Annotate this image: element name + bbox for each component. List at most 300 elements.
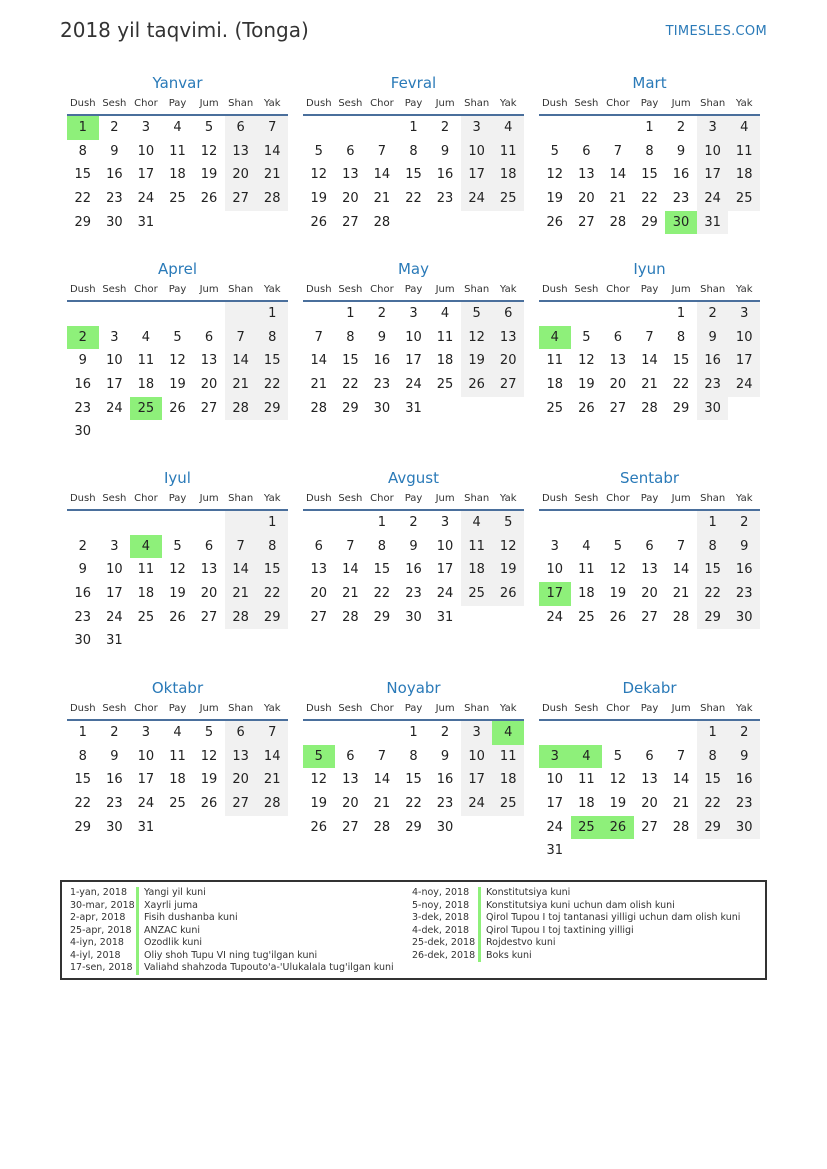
day-cell: 31 — [137, 214, 155, 230]
legend-date: 17-sen, 2018 — [70, 962, 133, 973]
day-cell: 22 — [74, 796, 92, 812]
day-cell: 8 — [78, 748, 87, 764]
day-cell: 8 — [256, 326, 288, 350]
empty-cell — [539, 302, 571, 326]
page-title: 2018 yil taqvimi. (Tonga) — [60, 18, 309, 42]
day-cell: 27 — [578, 214, 595, 230]
empty-cell — [665, 511, 697, 535]
holiday-day-cell: 3 — [539, 745, 571, 769]
day-cell: 18 — [169, 167, 186, 183]
day-cell: 5 — [204, 120, 214, 135]
empty-cell — [602, 302, 634, 326]
day-cell: 6 — [492, 302, 524, 326]
day-cell: 21 — [373, 796, 391, 812]
day-cell: 26 — [461, 373, 493, 397]
day-cell: 12 — [310, 772, 328, 788]
day-cell: 31 — [106, 633, 123, 649]
day-cell: 12 — [609, 562, 627, 578]
weekday-label: Dush — [541, 703, 568, 714]
weekday-label: Jum — [671, 98, 691, 109]
day-cell: 27 — [342, 214, 359, 230]
day-cell: 26 — [200, 796, 218, 812]
day-cell: 9 — [728, 535, 760, 559]
holiday-day-cell: 4 — [130, 535, 162, 559]
weekday-label: Chor — [606, 703, 630, 714]
day-grid — [67, 511, 288, 653]
day-cell: 7 — [346, 538, 355, 554]
day-cell: 19 — [310, 796, 328, 812]
day-cell: 10 — [697, 140, 729, 164]
weekday-label: Shan — [700, 703, 726, 714]
day-cell: 29 — [697, 816, 729, 840]
day-cell: 28 — [310, 400, 328, 416]
empty-cell — [634, 721, 666, 745]
day-cell: 15 — [373, 562, 391, 578]
day-cell: 19 — [461, 349, 493, 373]
day-cell: 23 — [373, 377, 391, 393]
day-cell: 14 — [256, 140, 288, 164]
day-cell: 21 — [641, 377, 658, 393]
day-cell: 31 — [137, 819, 155, 835]
day-cell: 10 — [728, 326, 760, 350]
legend-date: 5-noy, 2018 — [412, 899, 470, 911]
weekday-label: Sesh — [574, 703, 599, 714]
day-cell: 23 — [74, 609, 92, 625]
day-cell: 27 — [310, 609, 328, 625]
day-cell: 18 — [578, 796, 595, 812]
day-cell: 17 — [405, 353, 422, 369]
weekday-label: Yak — [735, 284, 753, 295]
day-cell: 20 — [342, 796, 359, 812]
day-cell: 3 — [440, 515, 450, 530]
day-cell: 15 — [405, 167, 422, 183]
day-cell: 21 — [609, 191, 627, 207]
day-cell: 4 — [440, 306, 450, 321]
day-cell: 17 — [697, 163, 729, 187]
day-cell: 18 — [578, 586, 595, 602]
day-cell: 25 — [436, 377, 454, 393]
weekday-label: Chor — [370, 703, 394, 714]
weekday-label: Dush — [541, 98, 568, 109]
day-cell: 29 — [672, 400, 690, 416]
day-cell: 22 — [697, 582, 729, 606]
day-cell: 7 — [314, 329, 323, 345]
empty-cell — [99, 511, 131, 535]
legend-date: 25-apr, 2018 — [70, 924, 132, 936]
day-cell: 19 — [492, 558, 524, 582]
legend-holiday-name: Fisih dushanba kuni — [144, 912, 238, 923]
day-cell: 8 — [645, 143, 654, 159]
day-cell: 18 — [137, 586, 155, 602]
day-cell: 11 — [169, 748, 186, 764]
weekday-label: Chor — [134, 98, 158, 109]
day-cell: 6 — [645, 748, 654, 764]
day-cell: 30 — [74, 633, 92, 649]
day-cell: 7 — [377, 143, 387, 159]
empty-cell — [335, 511, 367, 535]
day-grid — [303, 302, 524, 420]
weekday-label: Shan — [228, 98, 254, 109]
holiday-day-cell: 25 — [571, 816, 603, 840]
day-cell: 23 — [697, 373, 729, 397]
day-cell: 1 — [256, 302, 288, 326]
holiday-marker — [136, 950, 139, 963]
day-cell: 25 — [137, 609, 155, 625]
day-cell: 4 — [492, 116, 524, 140]
day-cell: 21 — [225, 373, 257, 397]
day-cell: 11 — [436, 329, 454, 345]
day-cell: 2 — [110, 120, 119, 135]
day-cell: 2 — [440, 725, 450, 740]
day-cell: 30 — [74, 424, 92, 440]
day-cell: 29 — [405, 819, 422, 835]
holiday-day-cell: 26 — [602, 816, 634, 840]
day-cell: 10 — [106, 562, 123, 578]
day-cell: 5 — [550, 143, 559, 159]
day-grid — [67, 116, 288, 234]
legend-holiday-name: ANZAC kuni — [144, 924, 200, 936]
day-cell: 16 — [373, 353, 391, 369]
day-cell: 18 — [492, 768, 524, 792]
day-cell: 23 — [436, 191, 454, 207]
holiday-marker — [136, 925, 139, 938]
day-cell: 20 — [609, 377, 627, 393]
month-iyul — [67, 468, 288, 653]
day-cell: 8 — [409, 143, 418, 159]
weekday-label: Dush — [69, 284, 96, 295]
empty-cell — [571, 511, 603, 535]
day-cell: 16 — [106, 772, 123, 788]
weekday-header — [67, 96, 288, 116]
day-cell: 6 — [204, 329, 214, 345]
day-cell: 11 — [137, 353, 155, 369]
day-cell: 24 — [137, 191, 155, 207]
day-cell: 28 — [641, 400, 658, 416]
weekday-label: Sesh — [338, 703, 363, 714]
day-cell: 18 — [169, 772, 186, 788]
holiday-marker — [478, 950, 481, 963]
day-cell: 28 — [225, 397, 257, 421]
empty-cell — [193, 511, 225, 535]
legend-row — [70, 950, 394, 963]
day-grid — [67, 721, 288, 839]
day-cell: 6 — [346, 143, 355, 159]
day-cell: 16 — [74, 377, 92, 393]
day-cell: 13 — [342, 167, 359, 183]
day-cell: 8 — [697, 535, 729, 559]
day-cell: 18 — [461, 558, 493, 582]
legend-holiday-name: Yangi yil kuni — [144, 887, 206, 898]
day-cell: 6 — [225, 116, 257, 140]
weekday-label: Dush — [305, 98, 332, 109]
holiday-day-cell: 1 — [67, 116, 99, 140]
day-cell: 16 — [405, 562, 422, 578]
day-cell: 30 — [106, 214, 123, 230]
day-cell: 12 — [578, 353, 595, 369]
empty-cell — [225, 511, 257, 535]
holiday-marker — [136, 912, 139, 925]
day-cell: 24 — [106, 400, 123, 416]
day-cell: 26 — [310, 819, 328, 835]
day-cell: 23 — [728, 582, 760, 606]
holiday-marker — [136, 887, 139, 900]
day-cell: 9 — [409, 538, 418, 554]
day-cell: 5 — [613, 538, 623, 554]
legend-holiday-name: Rojdestvo kuni — [486, 937, 556, 948]
day-cell: 15 — [405, 772, 422, 788]
day-cell: 2 — [377, 306, 387, 321]
weekday-label: Dush — [69, 98, 96, 109]
day-cell: 6 — [613, 329, 623, 345]
day-cell: 25 — [492, 792, 524, 816]
month-may — [303, 259, 524, 420]
weekday-label: Chor — [134, 493, 158, 504]
empty-cell — [571, 721, 603, 745]
weekday-header — [303, 282, 524, 302]
legend-column-left — [70, 887, 394, 975]
day-cell: 1 — [377, 515, 387, 530]
weekday-label: Chor — [606, 98, 630, 109]
day-cell: 4 — [173, 725, 182, 740]
empty-cell — [225, 302, 257, 326]
legend-holiday-name: Konstitutsiya kuni uchun dam olish kuni — [486, 899, 675, 911]
month-name: May — [397, 260, 429, 278]
weekday-label: Jum — [671, 493, 691, 504]
month-name: Dekabr — [622, 679, 677, 697]
day-cell: 25 — [169, 796, 186, 812]
day-cell: 4 — [141, 329, 151, 345]
day-cell: 14 — [373, 167, 391, 183]
day-cell: 10 — [137, 143, 155, 159]
day-cell: 22 — [342, 377, 359, 393]
day-cell: 3 — [141, 725, 151, 740]
day-cell: 28 — [672, 609, 690, 625]
day-cell: 5 — [582, 329, 591, 345]
day-cell: 15 — [641, 167, 658, 183]
day-cell: 29 — [256, 606, 288, 630]
day-cell: 17 — [436, 562, 454, 578]
weekday-label: Sesh — [338, 493, 363, 504]
weekday-header — [539, 96, 760, 116]
day-cell: 11 — [578, 772, 595, 788]
day-cell: 1 — [697, 721, 729, 745]
weekday-label: Chor — [606, 493, 630, 504]
day-cell: 6 — [346, 748, 355, 764]
empty-cell — [99, 302, 131, 326]
weekday-header — [67, 282, 288, 302]
day-cell: 28 — [256, 187, 288, 211]
empty-cell — [303, 302, 335, 326]
legend-row — [412, 937, 740, 950]
day-cell: 27 — [641, 819, 658, 835]
empty-cell — [162, 511, 194, 535]
weekday-label: Shan — [700, 98, 726, 109]
day-cell: 31 — [546, 843, 564, 859]
weekday-label: Yak — [263, 284, 281, 295]
day-cell: 4 — [582, 538, 591, 554]
day-cell: 31 — [436, 609, 454, 625]
day-cell: 30 — [106, 819, 123, 835]
month-yanvar — [67, 73, 288, 234]
day-cell: 12 — [169, 353, 186, 369]
day-cell: 6 — [225, 721, 257, 745]
weekday-label: Sesh — [102, 98, 127, 109]
month-name: Iyul — [164, 469, 191, 487]
day-cell: 1 — [409, 120, 418, 135]
day-cell: 22 — [256, 373, 288, 397]
legend-row — [412, 950, 740, 963]
day-cell: 22 — [373, 586, 391, 602]
day-cell: 27 — [200, 400, 218, 416]
day-cell: 7 — [377, 748, 387, 764]
day-cell: 13 — [342, 772, 359, 788]
legend-row — [412, 900, 740, 913]
day-cell: 1 — [697, 511, 729, 535]
weekday-label: Dush — [69, 703, 96, 714]
day-cell: 29 — [74, 819, 92, 835]
day-cell: 11 — [137, 562, 155, 578]
weekday-label: Sesh — [574, 98, 599, 109]
day-cell: 28 — [342, 609, 359, 625]
weekday-header — [539, 701, 760, 721]
day-cell: 7 — [256, 116, 288, 140]
weekday-label: Chor — [370, 98, 394, 109]
day-cell: 27 — [200, 609, 218, 625]
day-cell: 25 — [578, 609, 595, 625]
weekday-header — [67, 491, 288, 511]
day-cell: 22 — [641, 191, 658, 207]
day-cell: 22 — [405, 796, 422, 812]
day-cell: 24 — [546, 609, 564, 625]
weekday-label: Shan — [464, 98, 490, 109]
day-cell: 15 — [74, 167, 92, 183]
empty-cell — [539, 721, 571, 745]
empty-cell — [602, 511, 634, 535]
legend-date: 1-yan, 2018 — [70, 887, 127, 898]
day-cell: 6 — [314, 538, 323, 554]
month-iyun — [539, 259, 760, 420]
day-cell: 7 — [225, 535, 257, 559]
day-cell: 15 — [256, 349, 288, 373]
day-cell: 3 — [141, 120, 151, 135]
day-cell: 14 — [641, 353, 658, 369]
legend-row — [412, 912, 740, 925]
day-cell: 13 — [578, 167, 595, 183]
month-dekabr — [539, 678, 760, 863]
day-cell: 1 — [409, 725, 418, 740]
day-cell: 27 — [225, 792, 257, 816]
day-cell: 15 — [342, 353, 359, 369]
day-cell: 14 — [373, 772, 391, 788]
day-cell: 3 — [461, 116, 493, 140]
empty-cell — [303, 116, 335, 140]
weekday-label: Pay — [404, 98, 423, 109]
empty-cell — [602, 116, 634, 140]
weekday-header — [303, 491, 524, 511]
month-name: Avgust — [388, 469, 439, 487]
day-cell: 23 — [728, 792, 760, 816]
day-cell: 9 — [697, 326, 729, 350]
weekday-label: Dush — [541, 493, 568, 504]
day-cell: 3 — [697, 116, 729, 140]
legend-row — [70, 912, 394, 925]
weekday-label: Dush — [305, 493, 332, 504]
day-cell: 20 — [310, 586, 328, 602]
empty-cell — [571, 116, 603, 140]
day-cell: 25 — [728, 187, 760, 211]
weekday-label: Pay — [404, 284, 423, 295]
day-cell: 3 — [110, 538, 119, 554]
day-cell: 18 — [546, 377, 564, 393]
legend-date: 26-dek, 2018 — [412, 949, 476, 961]
weekday-label: Jum — [435, 284, 455, 295]
day-cell: 19 — [169, 586, 186, 602]
day-cell: 16 — [728, 768, 760, 792]
day-cell: 11 — [728, 140, 760, 164]
weekday-label: Chor — [606, 284, 630, 295]
legend-row — [70, 900, 394, 913]
day-cell: 22 — [256, 582, 288, 606]
month-name: Sentabr — [619, 469, 680, 487]
legend-holiday-name: Qirol Tupou I toj taxtining yilligi — [486, 924, 634, 936]
month-avgust — [303, 468, 524, 629]
day-cell: 20 — [225, 768, 257, 792]
day-cell: 20 — [578, 191, 595, 207]
day-cell: 14 — [672, 562, 690, 578]
day-cell: 23 — [405, 586, 422, 602]
day-cell: 3 — [728, 302, 760, 326]
weekday-label: Jum — [199, 703, 219, 714]
legend-date: 4-iyl, 2018 — [70, 949, 121, 961]
day-cell: 28 — [256, 792, 288, 816]
day-cell: 2 — [676, 120, 686, 135]
day-cell: 19 — [609, 796, 627, 812]
day-cell: 16 — [697, 349, 729, 373]
day-cell: 5 — [492, 511, 524, 535]
day-cell: 29 — [697, 606, 729, 630]
day-cell: 18 — [728, 163, 760, 187]
day-cell: 11 — [578, 562, 595, 578]
month-name: Aprel — [157, 260, 198, 278]
weekday-label: Jum — [435, 493, 455, 504]
legend-date: 4-dek, 2018 — [412, 924, 470, 936]
day-cell: 2 — [110, 725, 119, 740]
day-cell: 17 — [728, 349, 760, 373]
day-cell: 16 — [106, 167, 123, 183]
day-cell: 26 — [200, 191, 218, 207]
day-cell: 10 — [106, 353, 123, 369]
empty-cell — [67, 302, 99, 326]
day-cell: 23 — [436, 796, 454, 812]
day-cell: 3 — [409, 306, 418, 321]
day-cell: 22 — [672, 377, 690, 393]
day-cell: 10 — [405, 329, 422, 345]
day-cell: 15 — [74, 772, 92, 788]
day-cell: 12 — [609, 772, 627, 788]
day-cell: 28 — [373, 214, 391, 230]
day-grid — [303, 511, 524, 629]
day-cell: 23 — [106, 191, 123, 207]
day-cell: 13 — [609, 353, 627, 369]
holiday-day-cell: 4 — [539, 326, 571, 350]
day-cell: 2 — [440, 120, 450, 135]
day-cell: 6 — [645, 538, 654, 554]
holiday-day-cell: 2 — [67, 326, 99, 350]
brand-link[interactable]: TIMESLES.COM — [665, 24, 767, 39]
day-cell: 9 — [78, 562, 87, 578]
day-cell: 20 — [225, 163, 257, 187]
day-cell: 21 — [310, 377, 328, 393]
